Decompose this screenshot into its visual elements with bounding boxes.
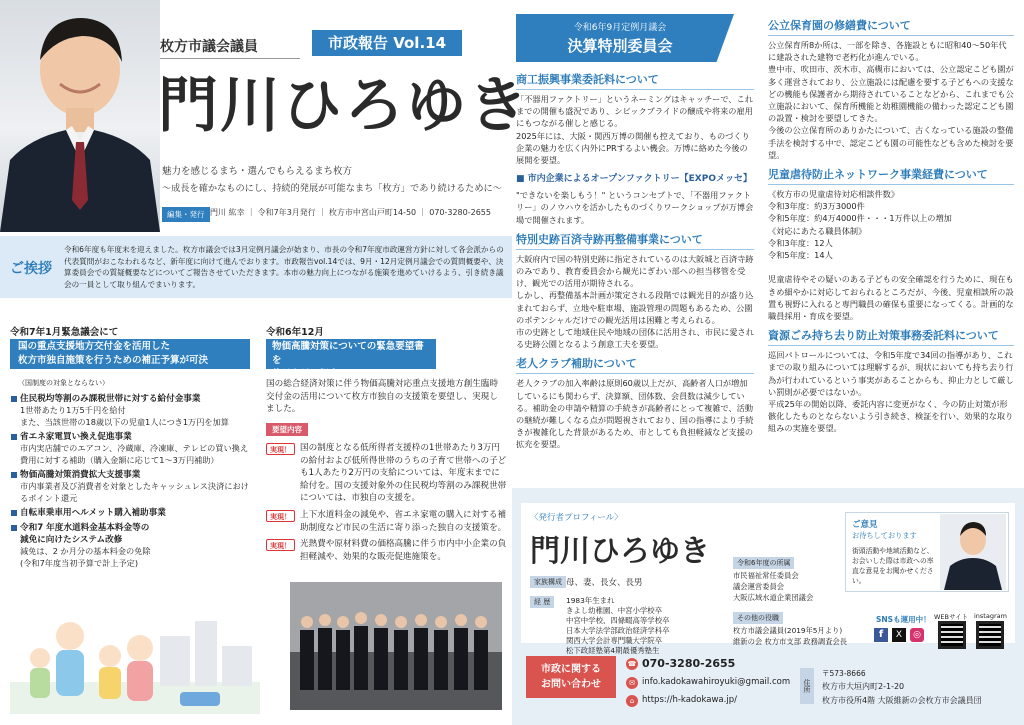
kessan-section-title: ■ 市内企業によるオープンファクトリー【EXPOメッセ】 bbox=[516, 174, 752, 185]
sns-label: SNSも運用中！ bbox=[876, 615, 931, 624]
mail-icon: ✉ bbox=[626, 677, 638, 689]
slogan: 魅力を感じるまち・選んでもらえるまち枚方 bbox=[162, 166, 353, 177]
issuer-tag: 編集・発行 bbox=[162, 207, 210, 222]
family-value: 母、妻、長女、長男 bbox=[566, 578, 643, 588]
r6-item: 市民福祉常任委員会 bbox=[733, 571, 799, 580]
right-section-title: 児童虐待防止ネットワーク事業経費について bbox=[768, 166, 1014, 185]
kessan-section-title: 特別史跡百済寺跡再整備事業について bbox=[516, 231, 754, 250]
mid-text: 国の総合経済対策に伴う物価高騰対応重点支援地方創生臨時交付金の活用について枚方市独自の支援策を要望し、実現しました。 bbox=[266, 379, 499, 415]
left-item-title: 省エネ家電買い換え促進事業 bbox=[10, 431, 255, 443]
realized-tag: 実現！ bbox=[266, 443, 295, 455]
kessan-title: 決算特別委員会 bbox=[567, 37, 673, 55]
right-section-title: 資源ごみ持ち去り防止対策事務委託料について bbox=[768, 327, 1014, 346]
insta-qr-icon[interactable] bbox=[976, 621, 1004, 649]
right-section-text: 巡回パトロールについては、令和5年度で34回の指導があり、これまでの取り組みについては理解するが、現状においても持ち去り行為が行われているという事実があることからも、抑止力として厳しい罰則が必要ではないか。 平成25年の開始以降、委託内容に変更がなく、今の防止対策が形骸化したものとならないよう引き続き、検証を行い、効果的な取り組みの実施を要望。 bbox=[768, 350, 1014, 434]
address-tag: 住所 bbox=[800, 668, 814, 704]
left-heading: 令和7年1月緊急議会にて bbox=[10, 327, 119, 338]
kessan-section-text: 「不器用ファクトリー」というネーミングはキャッチーで、これまでの開催も盛況であり、シビックプライドの醸成や将来の雇用にもつながる催しと感じる。 2025年には、大阪・関西万博の開催も控えており、ものづくり企業の魅力を広く内外にPRするよい機会。万博に絡めた今後の展開を要望。 bbox=[516, 94, 753, 166]
insta-label: instagram bbox=[974, 612, 1007, 620]
kessan-section-title: 老人クラブ補助について bbox=[516, 355, 754, 374]
role-title: 枚方市議会議員 bbox=[160, 36, 300, 59]
opinion-text: 街頭活動や地域活動など、お会いした際は市政への率直な意見をお聞かせください。 bbox=[852, 547, 934, 585]
portrait-photo bbox=[0, 0, 160, 232]
right-section-title: 公立保育園の修繕費について bbox=[768, 17, 1014, 36]
kessan-section-title: 商工振興事業委託料について bbox=[516, 71, 754, 90]
instagram-icon[interactable]: ◎ bbox=[910, 628, 924, 642]
request-point bbox=[266, 442, 508, 505]
request-point-text: 国の制度となる低所得者支援枠の1世帯あたり3万円の給付および低所得世帯のうちの子育て世帯への子ども1人あたり2万円の支給については、年度末までに給付を。国の支援対象外の住民税均等割のみ課税世帯については、市独自の支援を。 bbox=[300, 443, 507, 504]
phone-number[interactable]: 070-3280-2655 bbox=[642, 657, 736, 670]
r6-list bbox=[733, 570, 843, 603]
request-point bbox=[266, 538, 508, 563]
mid-heading: 令和6年12月 bbox=[266, 327, 324, 338]
left-note: （国制度の対象とならない） bbox=[18, 379, 109, 387]
left-item-desc: 減免は、2 か月分の基本料金の免除 (令和7年度当初予算で計上予定) bbox=[20, 546, 151, 568]
left-items bbox=[10, 390, 255, 569]
issuer-info: 門川 紘幸 ｜ 令和7年3月発行 ｜ 枚方市中宮山戸町14-50 ｜ 070-3280-2655 bbox=[210, 208, 491, 217]
request-point-text: 光熱費や原材料費の価格高騰に伴う市内中小企業の負担軽減や、効果的な販売促進施策を。 bbox=[300, 539, 507, 562]
kessan-section-text: "できないを楽しもう！" というコンセプトで、「不器用ファクトリー」のノウハウを活かしたものづくりワークショップが万博会場で開催されます。 bbox=[516, 190, 754, 225]
candidate-name: 門川ひろゆき bbox=[158, 71, 530, 141]
phone-icon: ☎ bbox=[627, 660, 637, 668]
other-item: 維新の会 枚方市支部 政務調査会長 bbox=[733, 637, 848, 646]
right-section-text: 公立保育所8か所は、一部を除き、各施設ともに昭和40〜50年代に建設された建物で老朽化が進んでいる。 豊中市、吹田市、茨木市、高槻市においては、公立認定こども園が多く運営されており、公立施設には配慮を要する子どもへの支援などの機能も保護者から期待されていることなどから、これまでも公立施設において、保育所機能と幼稚園機能の備わった認定こども園の設置・検討を要望してきた。 今後の公立保育所のありかたについて、古くなっている施設の整備手法を検討する中で、認定こども園の可能性なども含めた検討を要望。 bbox=[768, 40, 1014, 160]
request-tag: 要望内容 bbox=[266, 423, 308, 436]
left-item-title: 令和7 年度水道料金基本料金等の 減免に向けたシステム改修 bbox=[10, 522, 255, 546]
left-item-desc: 1世帯あたり1万5千円を給付 また、当該世帯の18歳以下の児童1人につき1万円を加算 bbox=[20, 405, 229, 427]
other-item: 枚方市議会議員(2019年5月より) bbox=[733, 626, 843, 635]
right-sections bbox=[768, 12, 1014, 435]
left-item-title: 物価高騰対策消費拡大支援事業 bbox=[10, 469, 255, 481]
family-tag: 家族構成 bbox=[530, 576, 566, 588]
kessan-section-text: 老人クラブの加入率齢は原則60歳以上だが、高齢者人口が増加しているにも関わらず、決算額、団体数、会員数は減少している。補助金の申請や精算の手続きが高齢者にとって複雑で、活動の継続が難しくなる点が問題視されており、国の指導により手続きが複雑化した背景があるため、市としても負担軽減など支援の拡充を要望。 bbox=[516, 378, 754, 450]
kessan-section-text: 大阪府内で国の特別史跡に指定されているのは大阪城と百済寺跡のみであり、教育委員会から観光にぎわい部への担当移管を受け、観光での活用が期待される。 しかし、再整備基本計画が策定される段階では観光目的が盛り込まれておらず、立地や駐車場、施設管理の問題もあるため、公園のポテンシャルだけでの観光活用は困難と考えられる。 市の史跡として地域住民や地域の団体に活用され、市民に愛される史跡公園となるよう創意工夫を要望。 bbox=[516, 253, 754, 350]
person-silhouette-icon bbox=[0, 0, 160, 232]
left-item-title: 住民税均等割のみ課税世帯に対する給付金事業 bbox=[10, 393, 255, 405]
profile-label: 〈発行者プロフィール〉 bbox=[530, 513, 623, 523]
web-link[interactable]: https://h-kadokawa.jp/ bbox=[642, 695, 737, 705]
kessan-sections bbox=[516, 66, 754, 451]
right-section-text: 《枚方市の児童虐待対応相談件数》 令和3年度：約3万3000件 令和5年度：約4万4000件・・・1万件以上の増加 《対応にあたる職員体制》 令和3年度：12人 令和5年度：14人 児童虐待やその疑いのある子どもの安全確認を行うために、現在もきめ細やかに対応しておられるところだが、今後、児童相談所の設置も視野に入れると専門職員の確保も重要になってくる。計画的な職員採用・育成を要望。 bbox=[768, 189, 1014, 322]
left-box: 国の重点支援地方交付金を活用した 枚方市独自施策を行うための補正予算が可決 bbox=[10, 339, 250, 369]
career-value: 1983年生まれ きよし幼稚園、中宮小学校卒 中宮中学校、四條畷高等学校卒 日本大学法学部政治経済学科卒 関西大学会計専門職大学院卒 松下政経塾第4期最優秀塾生 bbox=[566, 596, 670, 655]
request-points bbox=[266, 442, 508, 567]
small-portrait bbox=[940, 514, 1006, 590]
opinion-title: ご意見 bbox=[852, 520, 878, 530]
realized-tag: 実現！ bbox=[266, 510, 295, 522]
mid-box: 物価高騰対策についての緊急要望書を 伏見市長に提出 bbox=[266, 339, 436, 369]
r6-item: 議会運営委員会 bbox=[733, 582, 785, 591]
facebook-icon[interactable]: f bbox=[874, 628, 888, 642]
email-link[interactable]: info.kadokawahiroyuki@gmail.com bbox=[642, 677, 791, 687]
greeting-title: ご挨拶 bbox=[10, 261, 52, 277]
r6-tag: 令和6年度の所属 bbox=[733, 557, 794, 569]
career-tag: 経 歴 bbox=[530, 596, 554, 608]
address-1: 枚方市大垣内町2-1-20 bbox=[822, 682, 905, 691]
realized-tag: 実現！ bbox=[266, 539, 295, 551]
request-point bbox=[266, 509, 508, 534]
report-badge: 市政報告 Vol.14 bbox=[312, 30, 462, 56]
kessan-small: 令和6年9月定例月議会 bbox=[573, 23, 667, 33]
web-qr-icon[interactable] bbox=[938, 621, 966, 649]
request-point-text: 上下水道料金の減免や、省エネ家電の購入に対する補助制度など市民の生活に寄り添った独自の支援策を。 bbox=[300, 509, 507, 533]
web-icon: ⌂ bbox=[626, 695, 638, 707]
left-item-desc: 市内事業者及び消費者を対象としたキャッシュレス決済におけるポイント還元 bbox=[20, 481, 249, 503]
slogan-sub: 〜成長を確かなものにし、持続的発展が可能なまち「枚方」であり続けるために〜 bbox=[162, 183, 502, 194]
profile-name: 門川ひろゆき bbox=[530, 534, 710, 569]
greeting-text: 令和6年度も年度末を迎えました。枚方市議会では3月定例月議会が始まり、市長の令和7年度市政運営方針に対して各会派からの代表質問がおこなわれるなど、新年度に向けて進んでおります。市政報告vol.14では、9月・12月定例月議会での質問概要や、決算委員会での質疑概要などについてご報告させていただきます。本市の魅力向上につながる施策を進めていけるよう、引き続き議会の一員として取り組んでまいります。 bbox=[64, 245, 504, 289]
x-icon[interactable]: X bbox=[892, 628, 906, 642]
opinion-sub: お待ちしております bbox=[852, 531, 917, 540]
contact-button[interactable]: 市政に関する お問い合わせ bbox=[526, 656, 616, 698]
left-item-title: 自転車乗車用ヘルメット購入補助事業 bbox=[10, 507, 255, 519]
r6-item: 大阪広域水道企業団議会 bbox=[733, 593, 814, 602]
family-illustration bbox=[10, 596, 260, 714]
web-label: WEBサイト bbox=[934, 613, 969, 621]
meeting-photo bbox=[290, 582, 502, 710]
left-item-desc: 市内実店舗でのエアコン、冷蔵庫、冷凍庫、テレビの買い換え費用に対する補助（購入金額に応じて1〜3万円補助） bbox=[20, 443, 249, 465]
other-list bbox=[733, 625, 863, 647]
zip: 〒573-8666 bbox=[822, 669, 866, 678]
address-2: 枚方市役所4階 大阪維新の会枚方市会議員団 bbox=[822, 696, 982, 705]
other-tag: その他の役職 bbox=[733, 612, 783, 624]
